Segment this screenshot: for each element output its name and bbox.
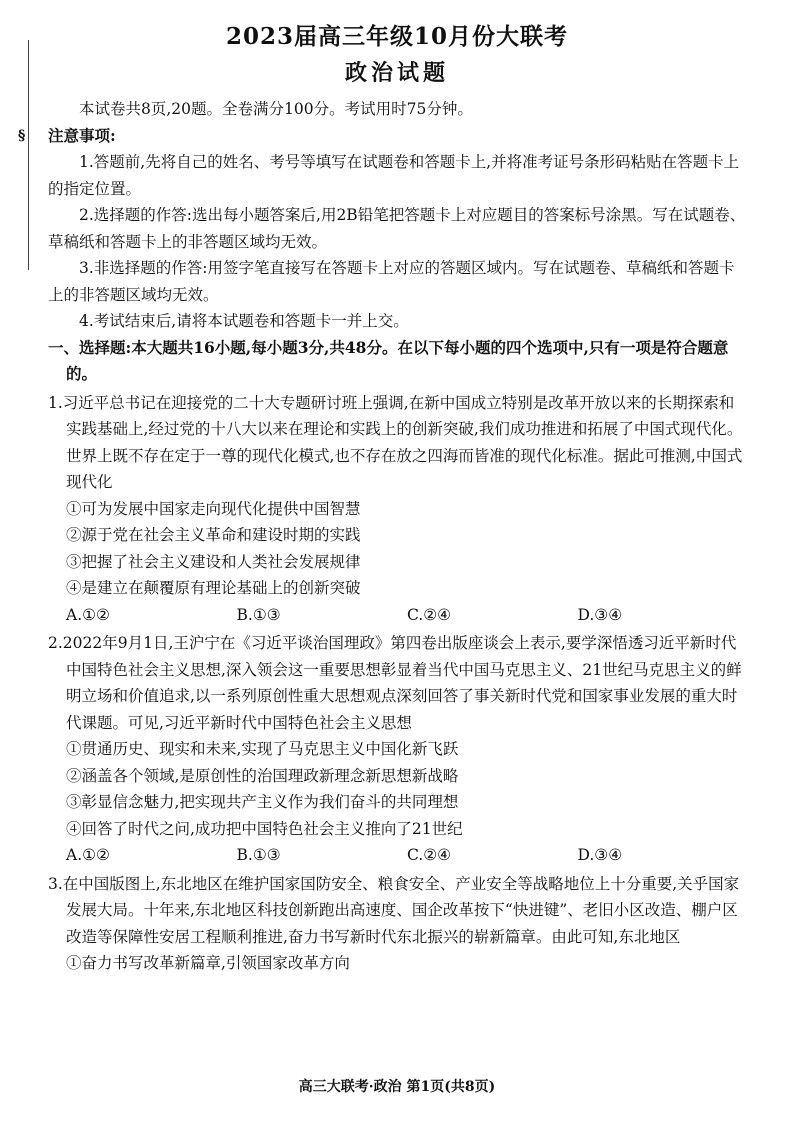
choice-c: C.②④ (407, 846, 452, 864)
question-stem: 2.2022年9月1日,王沪宁在《习近平谈治国理政》第四卷出版座谈会上表示,要学深悟透习近平新时代中国特色社会主义思想,深入领会这一重要思想彰显着当代中国马克思主义、21世纪马克思主义的鲜明立场和价值追求,以一系列原创性重大思想观点深刻回答了事关新时代党和国家事业发展的重大时代课题。可见,习近平新时代中国特色社会主义思想 (48, 634, 742, 732)
statement-option: ③彰显信念魅力,把实现共产主义作为我们奋斗的共同理想 (66, 793, 459, 811)
statement-option: ①贯通历史、现实和未来,实现了马克思主义中国化新飞跃 (66, 740, 459, 758)
notice-item: 2.选择题的作答:选出每小题答案后,用2B铅笔把答题卡上对应题目的答案标号涂黑。写在试题卷、草稿纸和答题卡上的非答题区域均无效。 (48, 206, 746, 251)
exam-title: 2023届高三年级10月份大联考 (225, 23, 569, 50)
choice-b: B.①③ (236, 605, 281, 624)
subject-title: 政治试题 (344, 60, 449, 86)
question-3 (48, 871, 748, 977)
binding-mark: § (18, 128, 26, 144)
section-heading: 一、选择题:本大题共16小题,每小题3分,共48分。在以下每小题的四个选项中,只有一项是符合题意的。 (48, 337, 729, 383)
statement-option: ①奋力书写改革新篇章,引领国家改革方向 (66, 954, 350, 972)
statement-option: ④是建立在颠覆原有理论基础上的创新突破 (66, 579, 361, 597)
statement-option: ①可为发展中国家走向现代化提供中国智慧 (66, 499, 361, 518)
question-stem: 1.习近平总书记在迎接党的二十大专题研讨班上强调,在新中国成立特别是改革开放以来的长期探索和实践基础上,经过党的十八大以来在理论和实践上的创新突破,我们成功推进和拓展了中国式现代化。世界上既不存在定于一尊的现代化模式,也不存在放之四海而皆准的现代化标准。据此可推测,中国式现代化 (48, 393, 743, 491)
statement-option: ③把握了社会主义建设和人类社会发展规律 (66, 552, 361, 571)
notice-item: 4.考试结束后,请将本试题卷和答题卡一并上交。 (79, 312, 409, 330)
choice-d: D.③④ (577, 605, 623, 624)
choice-a: A.①② (66, 846, 110, 864)
question-1 (48, 390, 748, 629)
statement-option: ②涵盖各个领域,是原创性的治国理政新理念新思想新战略 (66, 766, 459, 785)
choice-d: D.③④ (577, 846, 623, 864)
notice-item: 1.答题前,先将自己的姓名、考号等填写在试题卷和答题卡上,并将准考证号条形码粘贴在答题卡上的指定位置。 (48, 153, 740, 198)
statement-option: ④回答了时代之问,成功把中国特色社会主义推向了21世纪 (66, 819, 463, 838)
notice-item: 3.非选择题的作答:用签字笔直接写在答题卡上对应的答题区域内。写在试题卷、草稿纸和答题卡上的非答题区域均无效。 (48, 259, 735, 304)
question-stem: 3.在中国版图上,东北地区在维护国家国防安全、粮食安全、产业安全等战略地位上十分重要,关乎国家发展大局。十年来,东北地区科技创新跑出高速度、国企改革按下“快进键”、老旧小区改造、棚户区改造等保障性安居工程顺利推进,奋力书写新时代东北振兴的崭新篇章。由此可知,东北地区 (48, 874, 740, 946)
choice-a: A.①② (66, 605, 110, 624)
notice-heading: 注意事项: (48, 125, 116, 145)
choice-c: C.②④ (407, 605, 452, 624)
intro-text: 本试卷共8页,20题。全卷满分100分。考试用时75分钟。 (79, 100, 473, 118)
question-2 (48, 630, 748, 869)
exam-body (48, 96, 748, 977)
answer-choices (48, 602, 748, 629)
statement-option: ②源于党在社会主义革命和建设时期的实践 (66, 526, 361, 544)
page-footer: 高三大联考·政治 第1页(共8页) (298, 1079, 496, 1095)
answer-choices (48, 842, 748, 869)
choice-b: B.①③ (236, 846, 281, 864)
